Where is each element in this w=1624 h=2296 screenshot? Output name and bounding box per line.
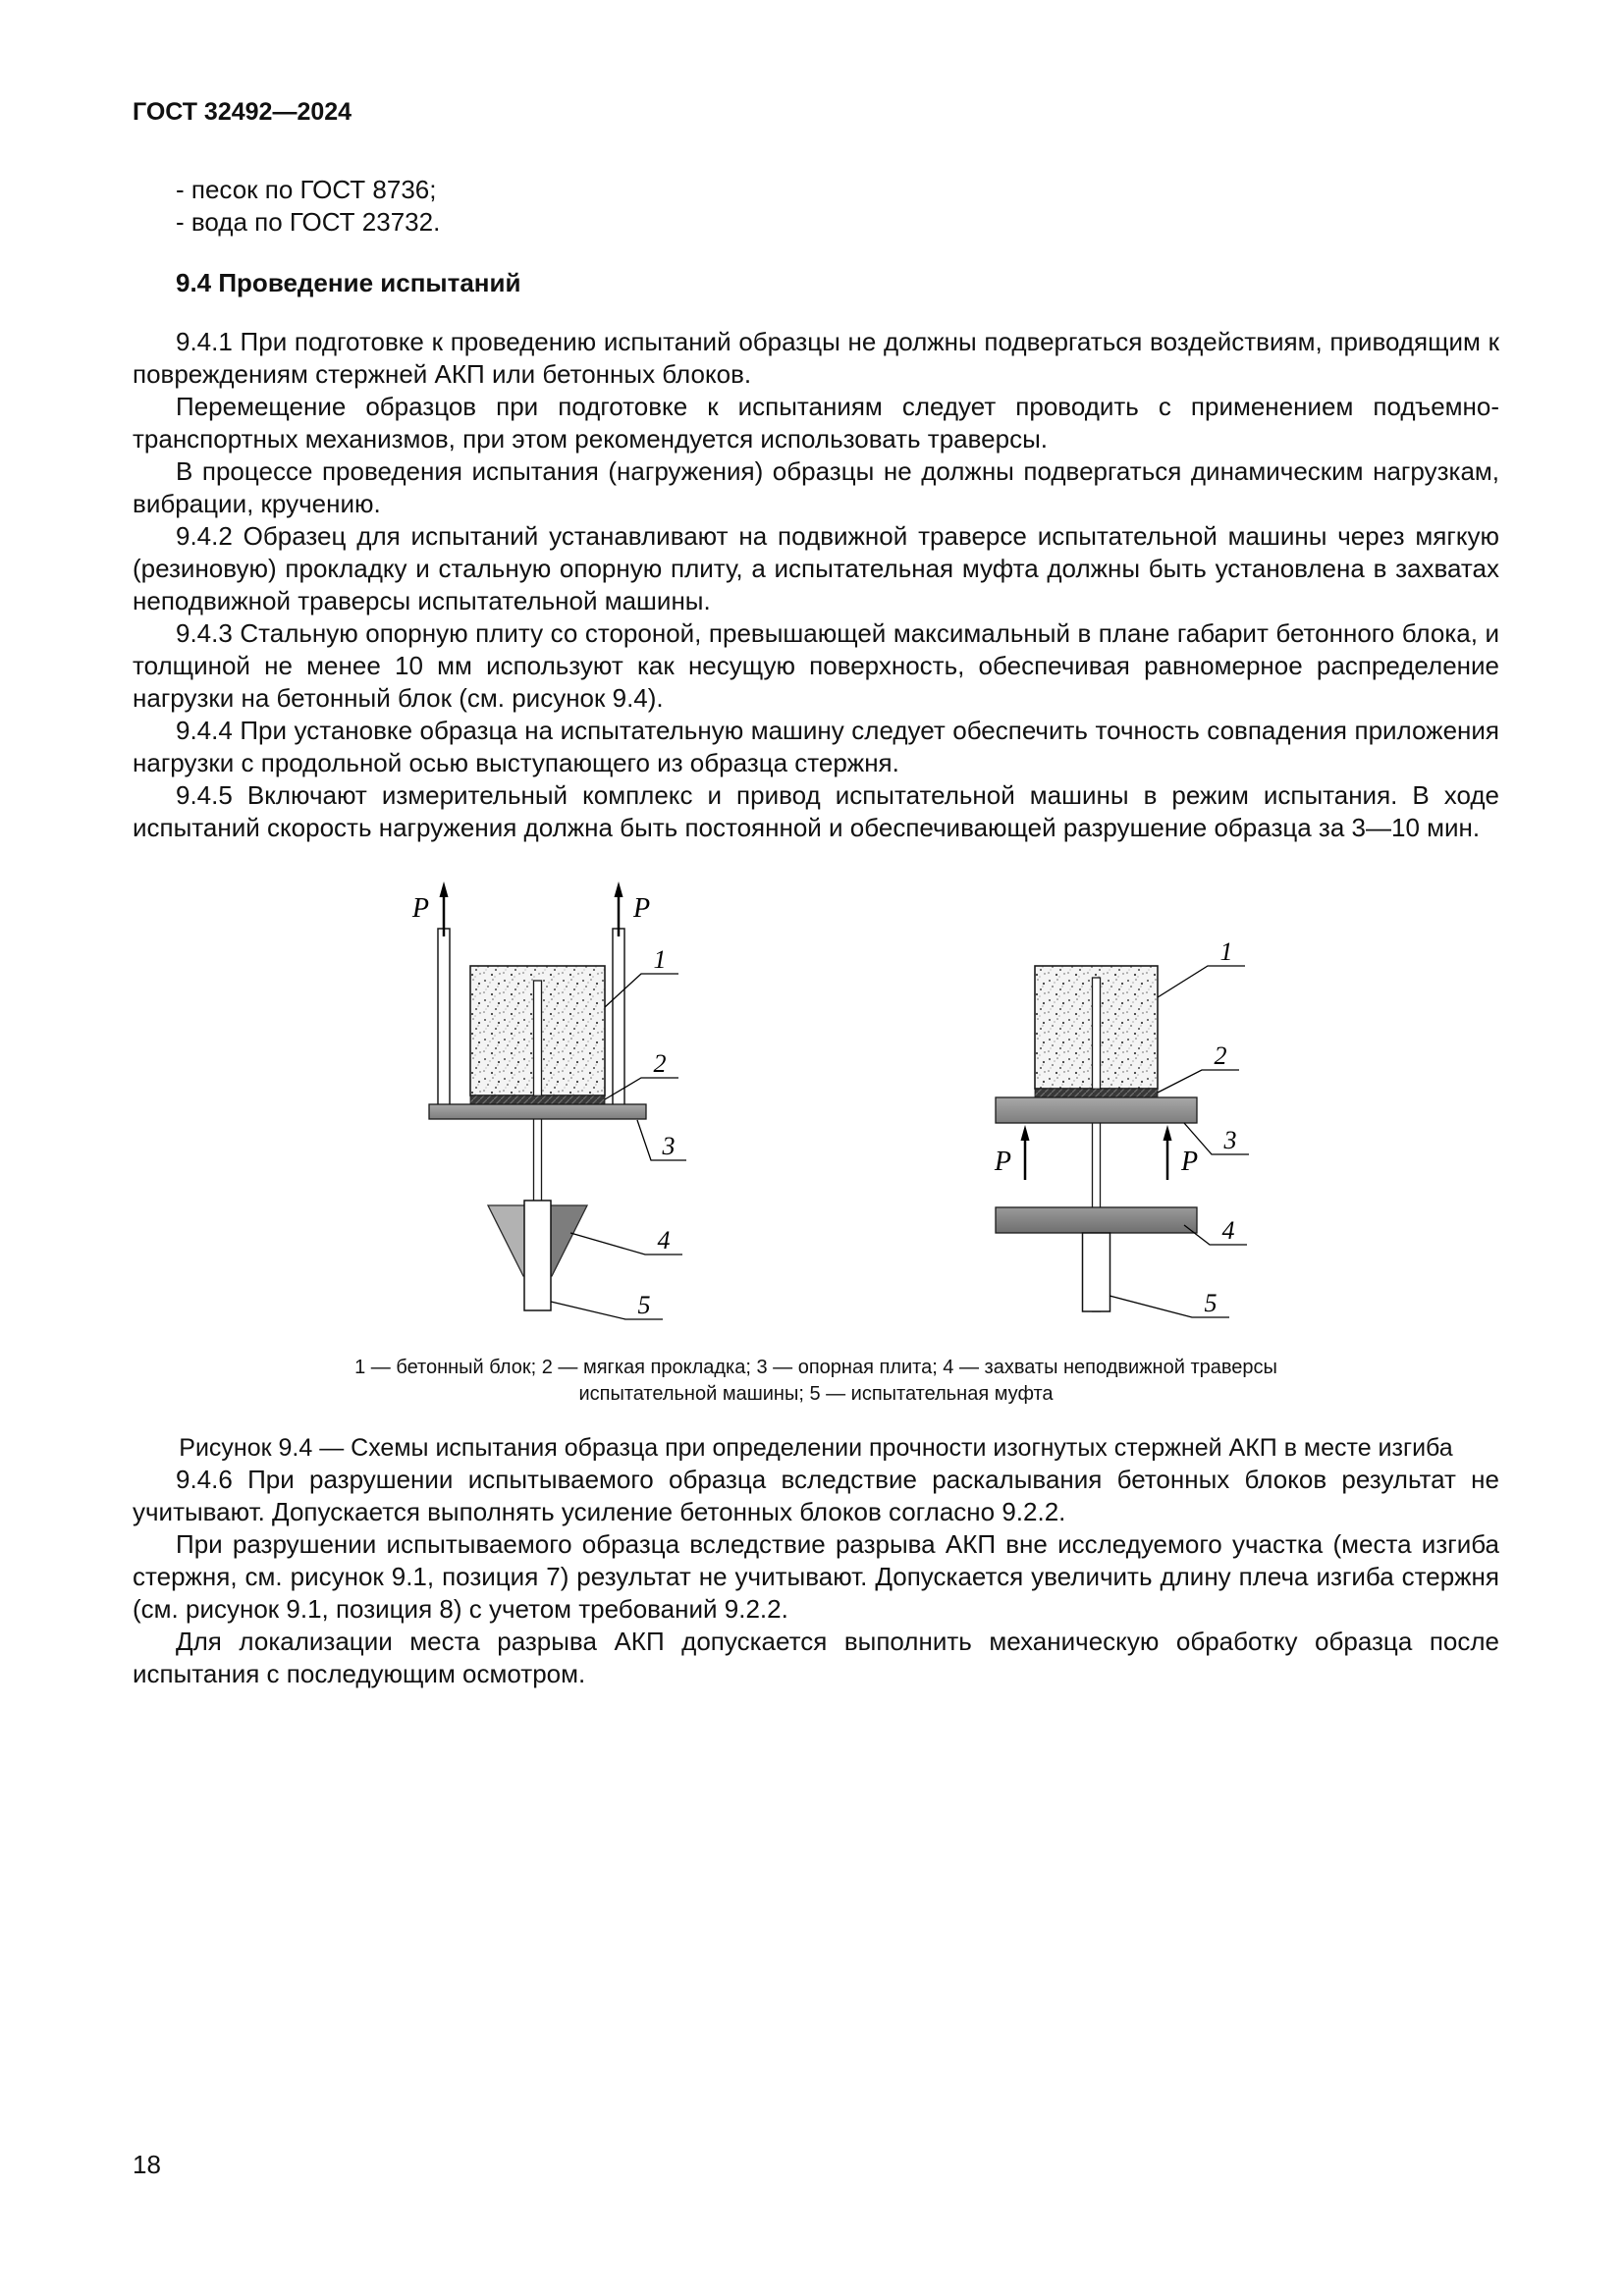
paragraph-9-4-1: 9.4.1 При подготовке к проведению испытаний образцы не должны подвергаться воздействиям, приводящим к повреждениям стержней АКП или бетонных блоков. xyxy=(133,327,1499,389)
force-label-p: P xyxy=(411,893,429,924)
leader-line-1 xyxy=(1158,966,1245,997)
callout-4: 4 xyxy=(1221,1216,1235,1245)
paragraph-9-4-2: 9.4.2 Образец для испытаний устанавливают на подвижной траверсе испытательной машины через мягкую (резиновую) прокладку и стальную опорную плиту, а испытательная муфта должны быть установлена в захватах неподвижной траверсы испытательной машины. xyxy=(133,521,1499,615)
figure-diagrams xyxy=(133,880,1499,1341)
callout-2: 2 xyxy=(653,1049,667,1078)
test-sleeve xyxy=(1083,1233,1110,1311)
paragraph-9-4-6: 9.4.6 При разрушении испытываемого образца вследствие раскалывания бетонных блоков результат не учитывают. Допускается выполнять усиление бетонных блоков согласно 9.2.2. xyxy=(133,1465,1499,1526)
support-plate xyxy=(429,1104,646,1119)
callout-5: 5 xyxy=(637,1291,651,1319)
callout-1: 1 xyxy=(653,945,667,974)
page-number: 18 xyxy=(133,2150,161,2179)
list-item-water: - вода по ГОСТ 23732. xyxy=(176,207,441,237)
load-arrow-head xyxy=(1021,1125,1030,1141)
figure-caption-line-1: 1 — бетонный блок; 2 — мягкая прокладка; 3 — опорная плита; 4 — захваты неподвижной траверсы xyxy=(354,1357,1277,1378)
left-tension-rod xyxy=(438,929,450,1110)
load-arrow-head xyxy=(1164,1125,1172,1141)
document-number: ГОСТ 32492—2024 xyxy=(133,98,352,126)
paragraph-9-4-3: 9.4.3 Стальную опорную плиту со стороной, превышающей максимальный в плане габарит бетонного блока, и толщиной не менее 10 мм используют как несущую поверхность, обеспечивая равномерное распределение нагрузки на бетонный блок (см. рисунок 9.4). xyxy=(133,618,1499,713)
paragraph-9-4-1b: Перемещение образцов при подготовке к испытаниям следует проводить с применением подъемно-транспортных механизмов, при этом рекомендуется использовать траверсы. xyxy=(133,392,1499,454)
force-label-p: P xyxy=(1181,1147,1199,1177)
soft-pad xyxy=(470,1095,605,1104)
force-label-p: P xyxy=(994,1147,1011,1177)
traverse-plate xyxy=(996,1207,1197,1233)
figure-9-4 xyxy=(133,880,1499,1464)
figure-caption-line-2: испытательной машины; 5 — испытательная муфта xyxy=(578,1383,1054,1405)
paragraph-9-4-4: 9.4.4 При установке образца на испытательную машину следует обеспечить точность совпадения приложения нагрузки с продольной осью выступающего из образца стержня. xyxy=(133,716,1499,777)
paragraph-9-4-1c: В процессе проведения испытания (нагружения) образцы не должны подвергаться динамическим нагрузкам, вибрации, кручению. xyxy=(133,456,1499,518)
figure-title: Рисунок 9.4 — Схемы испытания образца при определении прочности изогнутых стержней АКП в месте изгиба xyxy=(179,1434,1453,1462)
test-scheme-diagram xyxy=(374,880,1258,1341)
scheme-right xyxy=(994,937,1249,1317)
figure-caption xyxy=(133,1355,1499,1408)
callout-4: 4 xyxy=(657,1226,671,1255)
section-heading-9-4: 9.4 Проведение испытаний xyxy=(176,268,521,297)
paragraph-9-4-6c: Для локализации места разрыва АКП допускается выполнить механическую обработку образца после испытания с последующим осмотром. xyxy=(133,1627,1499,1688)
callout-2: 2 xyxy=(1214,1041,1227,1070)
scheme-left xyxy=(411,881,686,1319)
page-content xyxy=(133,98,1499,1690)
callout-3: 3 xyxy=(662,1132,676,1160)
test-sleeve xyxy=(524,1201,551,1310)
soft-pad xyxy=(1035,1089,1158,1097)
callout-1: 1 xyxy=(1219,937,1233,966)
support-plate xyxy=(996,1097,1197,1123)
paragraph-9-4-6b: При разрушении испытываемого образца вследствие разрыва АКП вне исследуемого участка (места изгиба стержня, см. рисунок 9.1, позиция 7) результат не учитывают. Допускается увеличить длину плеча изгиба стержня (см. рисунок 9.1, позиция 8) с учетом требований 9.2.2. xyxy=(133,1529,1499,1624)
force-label-p: P xyxy=(633,893,651,924)
list-item-sand: - песок по ГОСТ 8736; xyxy=(176,175,437,204)
load-arrow-head xyxy=(440,881,449,897)
paragraph-9-4-5: 9.4.5 Включают измерительный комплекс и привод испытательной машины в режим испытания. В ходе испытаний скорость нагружения должна быть постоянной и обеспечивающей разрушение образца за 3—10 мин. xyxy=(133,780,1499,842)
callout-5: 5 xyxy=(1204,1289,1218,1317)
leader-line-2 xyxy=(1158,1070,1239,1093)
right-tension-rod xyxy=(613,929,624,1110)
callout-3: 3 xyxy=(1223,1126,1237,1154)
load-arrow-head xyxy=(615,881,623,897)
